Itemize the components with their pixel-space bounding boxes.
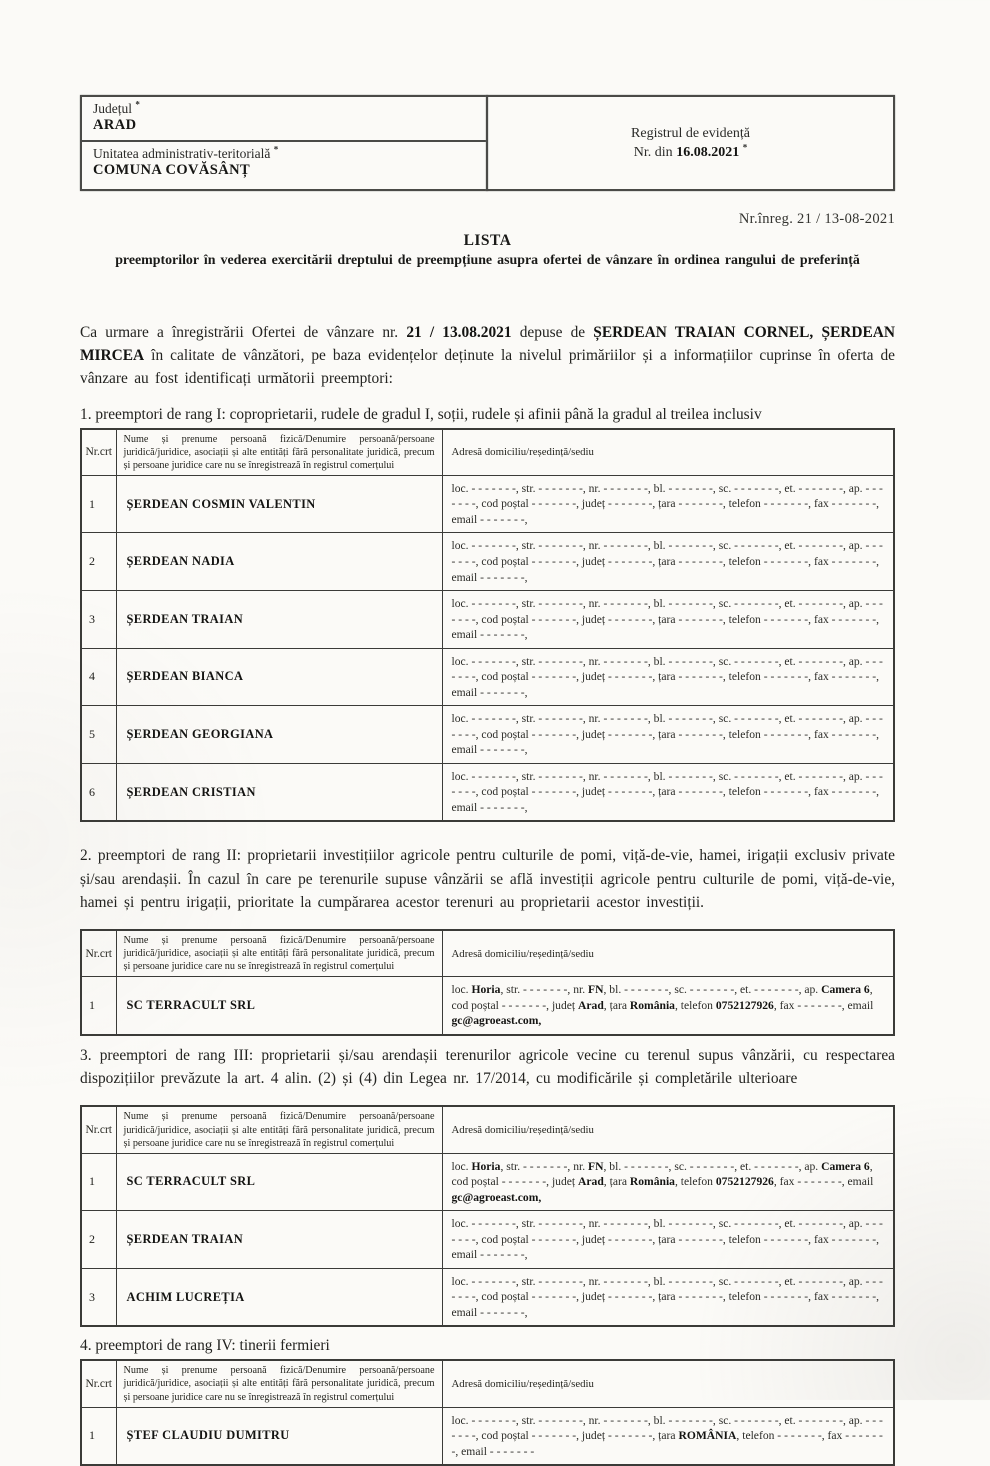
preemptor-name: ȘERDEAN GEORGIANA (116, 706, 442, 764)
col-header-name: Nume și prenume persoană fizică/Denumire persoană/persoane juridică/juridice, asociații și alte entități fără personalitate juridică, precum și persoane juridice care nu se înregistrează în registrul comerțului (116, 1360, 442, 1407)
row-number: 3 (81, 1268, 116, 1326)
row-number: 5 (81, 706, 116, 764)
header-boxes (80, 95, 895, 191)
row-number: 1 (81, 1407, 116, 1465)
preemptor-name: ȘERDEAN NADIA (116, 533, 442, 591)
row-number: 2 (81, 533, 116, 591)
asterisk-mark: * (273, 144, 279, 155)
asterisk-mark: * (742, 141, 748, 152)
table-row (81, 1153, 894, 1211)
section-heading-rang1: 1. preemptori de rang I: coproprietarii, rudele de gradul I, soții, rudele și afinii până la gradul al treilea inclusiv (80, 405, 762, 423)
table-row (81, 1268, 894, 1326)
row-number: 3 (81, 591, 116, 649)
uat-cell (82, 142, 486, 189)
col-header-name: Nume și prenume persoană fizică/Denumire persoană/persoane juridică/juridice, asociații și alte entități fără personalitate juridică, precum și persoane juridice care nu se înregistrează în registrul comerțului (116, 1106, 442, 1153)
county-cell (82, 97, 486, 142)
table-row (81, 648, 894, 706)
preemptor-address: loc. - - - - - - -, str. - - - - - - -, nr. - - - - - - -, bl. - - - - - - -, sc. - - - - - - -, et. - - - - - - -, ap. - - - - - - -, cod poștal - - - - - - -, județ - - - - - - -, țara - - - - - - -, telefon - - - - - - -, fax - - - - - - -, email - - - - - - -, (442, 591, 894, 649)
col-header-address: Adresă domiciliu/reședință/sediu (442, 1106, 894, 1153)
section-heading-rang3: 3. preemptori de rang III: proprietarii și/sau arendașii terenurilor agricole vecine cu terenul supus vânzării, cu respectarea dispozițiilor prevăzute la art. 4 alin. (2) și (4) din Legea nr. 17/2014, cu modificările și completările ulterioare (80, 1046, 895, 1087)
col-header-address: Adresă domiciliu/reședință/sediu (442, 930, 894, 977)
preemptor-address: loc. - - - - - - -, str. - - - - - - -, nr. - - - - - - -, bl. - - - - - - -, sc. - - - - - - -, et. - - - - - - -, ap. - - - - - - -, cod poștal - - - - - - -, județ - - - - - - -, țara - - - - - - -, telefon - - - - - - -, fax - - - - - - -, email - - - - - - -, (442, 706, 894, 764)
preemptor-address: loc. - - - - - - -, str. - - - - - - -, nr. - - - - - - -, bl. - - - - - - -, sc. - - - - - - -, et. - - - - - - -, ap. - - - - - - -, cod poștal - - - - - - -, județ - - - - - - -, țara - - - - - - -, telefon - - - - - - -, fax - - - - - - -, email - - - - - - -, (442, 533, 894, 591)
registry-box (486, 95, 895, 191)
header-left-box (80, 95, 488, 191)
preemptor-name: ȘERDEAN TRAIAN (116, 1211, 442, 1269)
table-header-row (81, 429, 894, 476)
row-number: 1 (81, 977, 116, 1035)
registry-number: Nr. din 16.08.2021 * (633, 141, 748, 160)
col-header-nr: Nr.crt (81, 930, 116, 977)
table-row (81, 591, 894, 649)
col-header-address: Adresă domiciliu/reședință/sediu (442, 429, 894, 476)
table-row (81, 977, 894, 1035)
intro-paragraph: Ca urmare a înregistrării Ofertei de vânzare nr. 21 / 13.08.2021 depuse de ȘERDEAN TRAIAN CORNEL, ȘERDEAN MIRCEA în calitate de vânzători, pe baza evidențelor deținute la nivelul primăriilor și a informațiilor cuprinse în oferta de vânzare au fost identificați următorii preemptori: (80, 324, 895, 388)
preemptor-name: ȘERDEAN CRISTIAN (116, 763, 442, 821)
table-rang1 (80, 428, 895, 823)
table-row (81, 1407, 894, 1465)
row-number: 1 (81, 475, 116, 533)
table-header-row (81, 930, 894, 977)
table-row (81, 763, 894, 821)
col-header-name: Nume și prenume persoană fizică/Denumire persoană/persoane juridică/juridice, asociații și alte entități fără personalitate juridică, precum și persoane juridice care nu se înregistrează în registrul comerțului (116, 930, 442, 977)
col-header-nr: Nr.crt (81, 1360, 116, 1407)
document-subtitle: preemptorilor în vederea exercitării dreptului de preempțiune asupra ofertei de vânzare în ordinea rangului de preferință (115, 253, 860, 268)
table-row (81, 475, 894, 533)
preemptor-address: loc. - - - - - - -, str. - - - - - - -, nr. - - - - - - -, bl. - - - - - - -, sc. - - - - - - -, et. - - - - - - -, ap. - - - - - - -, cod poștal - - - - - - -, județ - - - - - - -, țara - - - - - - -, telefon - - - - - - -, fax - - - - - - -, email - - - - - - -, (442, 648, 894, 706)
section-heading-rang2: 2. preemptori de rang II: proprietarii investițiilor agricole pentru culturile de pomi, viță-de-vie, hamei, irigații exclusiv private și/sau arendașii. În cazul în care pe terenurile supuse vânzării se află investiții agricole pentru culturile de pomi, viță-de-vie, hamei și pentru irigații, prioritate la cumpărarea acestor terenuri au proprietarii acestor investiții. (80, 847, 895, 911)
preemptor-address: loc. - - - - - - -, str. - - - - - - -, nr. - - - - - - -, bl. - - - - - - -, sc. - - - - - - -, et. - - - - - - -, ap. - - - - - - -, cod poștal - - - - - - -, județ - - - - - - -, țara - - - - - - -, telefon - - - - - - -, fax - - - - - - -, email - - - - - - -, (442, 475, 894, 533)
preemptor-name: ȘERDEAN BIANCA (116, 648, 442, 706)
preemptor-name: ȘERDEAN TRAIAN (116, 591, 442, 649)
table-header-row (81, 1360, 894, 1407)
row-number: 1 (81, 1153, 116, 1211)
registration-number-line: Nr.înreg. 21 / 13-08-2021 (738, 211, 895, 227)
document-content (80, 95, 895, 1466)
row-number: 4 (81, 648, 116, 706)
county-label: Județul * (93, 99, 140, 116)
table-rang4 (80, 1359, 895, 1466)
preemptor-address: loc. Horia, str. - - - - - - -, nr. FN, bl. - - - - - - -, sc. - - - - - - -, et. - - - - - - -, ap. Camera 6, cod poștal - - - - - - -, județ Arad, țara România, telefon 0752127926, fax - - - - - - -, email gc@agroeast.com, (442, 1153, 894, 1211)
county-value: ARAD (93, 117, 137, 133)
preemptor-address: loc. - - - - - - -, str. - - - - - - -, nr. - - - - - - -, bl. - - - - - - -, sc. - - - - - - -, et. - - - - - - -, ap. - - - - - - -, cod poștal - - - - - - -, județ - - - - - - -, țara - - - - - - -, telefon - - - - - - -, fax - - - - - - -, email - - - - - - -, (442, 1268, 894, 1326)
preemptor-name: ȘERDEAN COSMIN VALENTIN (116, 475, 442, 533)
table-row (81, 1211, 894, 1269)
preemptor-name: SC TERRACULT SRL (116, 977, 442, 1035)
uat-label: Unitatea administrativ-teritorială * (93, 144, 279, 161)
table-rang3 (80, 1105, 895, 1327)
table-rang2 (80, 929, 895, 1036)
preemptor-name: ȘTEF CLAUDIU DUMITRU (116, 1407, 442, 1465)
document-title: LISTA (463, 232, 512, 249)
table-row (81, 533, 894, 591)
preemptor-address: loc. - - - - - - -, str. - - - - - - -, nr. - - - - - - -, bl. - - - - - - -, sc. - - - - - - -, et. - - - - - - -, ap. - - - - - - -, cod poștal - - - - - - -, județ - - - - - - -, țara - - - - - - -, telefon - - - - - - -, fax - - - - - - -, email - - - - - - -, (442, 1211, 894, 1269)
preemptor-name: ACHIM LUCREȚIA (116, 1268, 442, 1326)
table-header-row (81, 1106, 894, 1153)
table-row (81, 706, 894, 764)
asterisk-mark: * (135, 99, 140, 110)
registry-title: Registrul de evidență (631, 125, 750, 141)
row-number: 6 (81, 763, 116, 821)
preemptor-address: loc. - - - - - - -, str. - - - - - - -, nr. - - - - - - -, bl. - - - - - - -, sc. - - - - - - -, et. - - - - - - -, ap. - - - - - - -, cod poștal - - - - - - -, județ - - - - - - -, țara ROMÂNIA, telefon - - - - - - -, fax - - - - - - -, email - - - - - - - (442, 1407, 894, 1465)
preemptor-address: loc. - - - - - - -, str. - - - - - - -, nr. - - - - - - -, bl. - - - - - - -, sc. - - - - - - -, et. - - - - - - -, ap. - - - - - - -, cod poștal - - - - - - -, județ - - - - - - -, țara - - - - - - -, telefon - - - - - - -, fax - - - - - - -, email - - - - - - -, (442, 763, 894, 821)
row-number: 2 (81, 1211, 116, 1269)
uat-value: COMUNA COVĂSÂNȚ (93, 162, 251, 178)
section-heading-rang4: 4. preemptori de rang IV: tinerii fermieri (80, 1337, 330, 1355)
preemptor-name: SC TERRACULT SRL (116, 1153, 442, 1211)
col-header-name: Nume și prenume persoană fizică/Denumire persoană/persoane juridică/juridice, asociații și alte entități fără personalitate juridică, precum și persoane juridice care nu se înregistrează în registrul comerțului (116, 429, 442, 476)
col-header-address: Adresă domiciliu/reședință/sediu (442, 1360, 894, 1407)
col-header-nr: Nr.crt (81, 1106, 116, 1153)
preemptor-address: loc. Horia, str. - - - - - - -, nr. FN, bl. - - - - - - -, sc. - - - - - - -, et. - - - - - - -, ap. Camera 6, cod poștal - - - - - - -, județ Arad, țara România, telefon 0752127926, fax - - - - - - -, email gc@agroeast.com, (442, 977, 894, 1035)
col-header-nr: Nr.crt (81, 429, 116, 476)
